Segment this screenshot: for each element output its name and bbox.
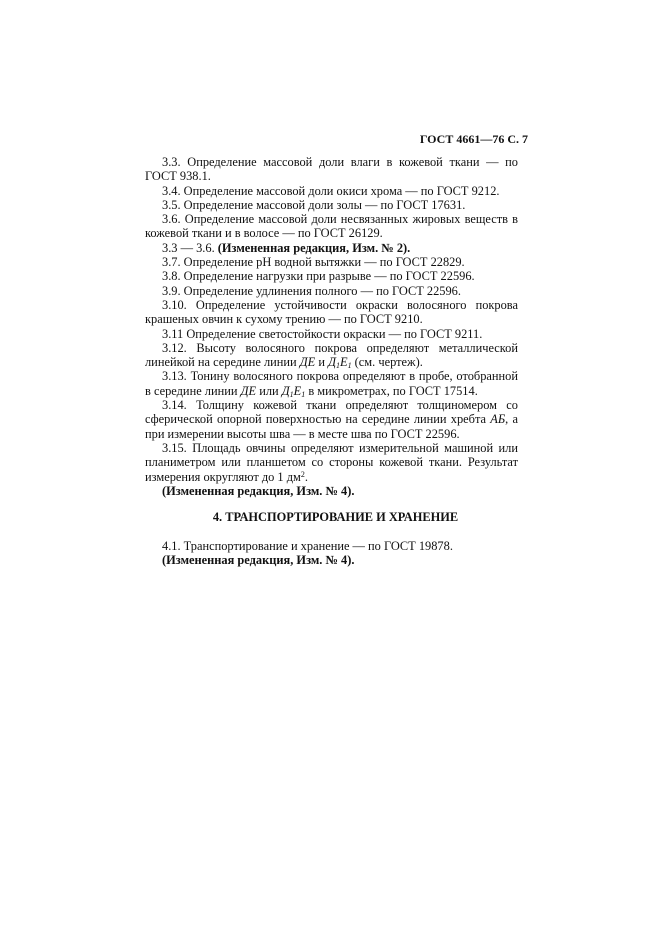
clause-3-13 [145,369,518,398]
conjunction: или [259,383,279,398]
clause-3-4: 3.4. Определение массовой доли окиси хрома — по ГОСТ 9212. [162,183,500,198]
amendment-note-3-3-3-6 [145,241,518,255]
amendment-text: (Измененная редакция, Изм. № 4). [162,553,355,568]
clause-3-5: 3.5. Определение массовой доли золы — по ГОСТ 17631. [162,197,466,212]
letter-e: Е [293,383,302,398]
spacer [145,498,518,510]
amendment-text: (Измененная редакция, Изм. № 4). [162,483,355,498]
amendment-note-3-15 [145,484,518,498]
clause-3-9: 3.9. Определение удлинения полного — по ГОСТ 22596. [162,283,461,298]
subscript: 1 [335,361,340,371]
line-de: ДЕ [299,355,316,370]
clause-3-10: 3.10. Определение устойчивости окраски волосяного покрова крашеных овчин к сухому трению — по ГОСТ 9210. [145,297,518,327]
clause-3-6: 3.6. Определение массовой доли несвязанных жировых веществ в кожевой ткани и в волосе — по ГОСТ 26129. [145,212,518,241]
subscript: 1 [289,389,294,399]
letter-e: Е [339,355,348,370]
clause-3-14-text: 3.14. Толщину кожевой ткани определяют толщиномером со сферической опорной поверхностью на середине линии хребта [145,398,518,427]
clause-3-12 [145,341,518,370]
clause-4-1: 4.1. Транспортирование и хранение — по ГОСТ 19878. [162,539,453,554]
clause-3-7: 3.7. Определение pH водной вытяжки — по ГОСТ 22829. [162,255,465,270]
line-d1e1 [282,384,305,398]
clause-3-3: 3.3. Определение массовой доли влаги в кожевой ткани — по ГОСТ 938.1. [145,155,518,184]
running-header: ГОСТ 4661—76 С. 7 [419,132,528,146]
clause-3-15-end: . [304,469,308,484]
clause-3-12-tail: (см. чертеж). [354,355,423,370]
conjunction: и [318,355,325,370]
amendment-text: (Измененная редакция, Изм. № 2). [217,240,411,255]
clause-3-13-text: 3.13. Тонину волосяного покрова определяют в пробе, отобранной в середине линии [145,369,518,398]
subscript: 1 [347,361,352,371]
line-ab: АБ [490,412,506,427]
subscript: 1 [301,389,306,399]
letter-d: Д [328,355,336,370]
clause-3-8: 3.8. Определение нагрузки при разрыве — по ГОСТ 22596. [162,269,475,284]
line-de: ДЕ [240,383,257,398]
amendment-range: 3.3 — 3.6. [162,240,215,255]
superscript: 2 [300,469,305,479]
clause-3-12-text: 3.12. Высоту волосяного покрова определяют металлической линейкой на середине линии [145,340,518,370]
document-body [145,155,518,568]
clause-3-13-tail: в микрометрах, по ГОСТ 17514. [308,383,478,398]
line-d1e1 [328,355,351,369]
letter-d: Д [281,383,290,398]
clause-3-11: 3.11 Определение светостойкости окраски — по ГОСТ 9211. [162,326,483,341]
amendment-note-4-1 [145,553,518,567]
section-4-title: 4. ТРАНСПОРТИРОВАНИЕ И ХРАНЕНИЕ [212,510,459,525]
clause-3-15-text: 3.15. Площадь овчины определяют измерительной машиной или планиметром или планшетом со стороны кожевой ткани. Результат измерения округляют до 1 дм [145,440,518,484]
clause-3-14 [145,398,518,441]
clause-3-15 [145,441,518,484]
clause-3-14-tail: , а при измерении высоты шва — в месте шва по ГОСТ 22596. [145,412,518,441]
spacer [145,524,518,539]
